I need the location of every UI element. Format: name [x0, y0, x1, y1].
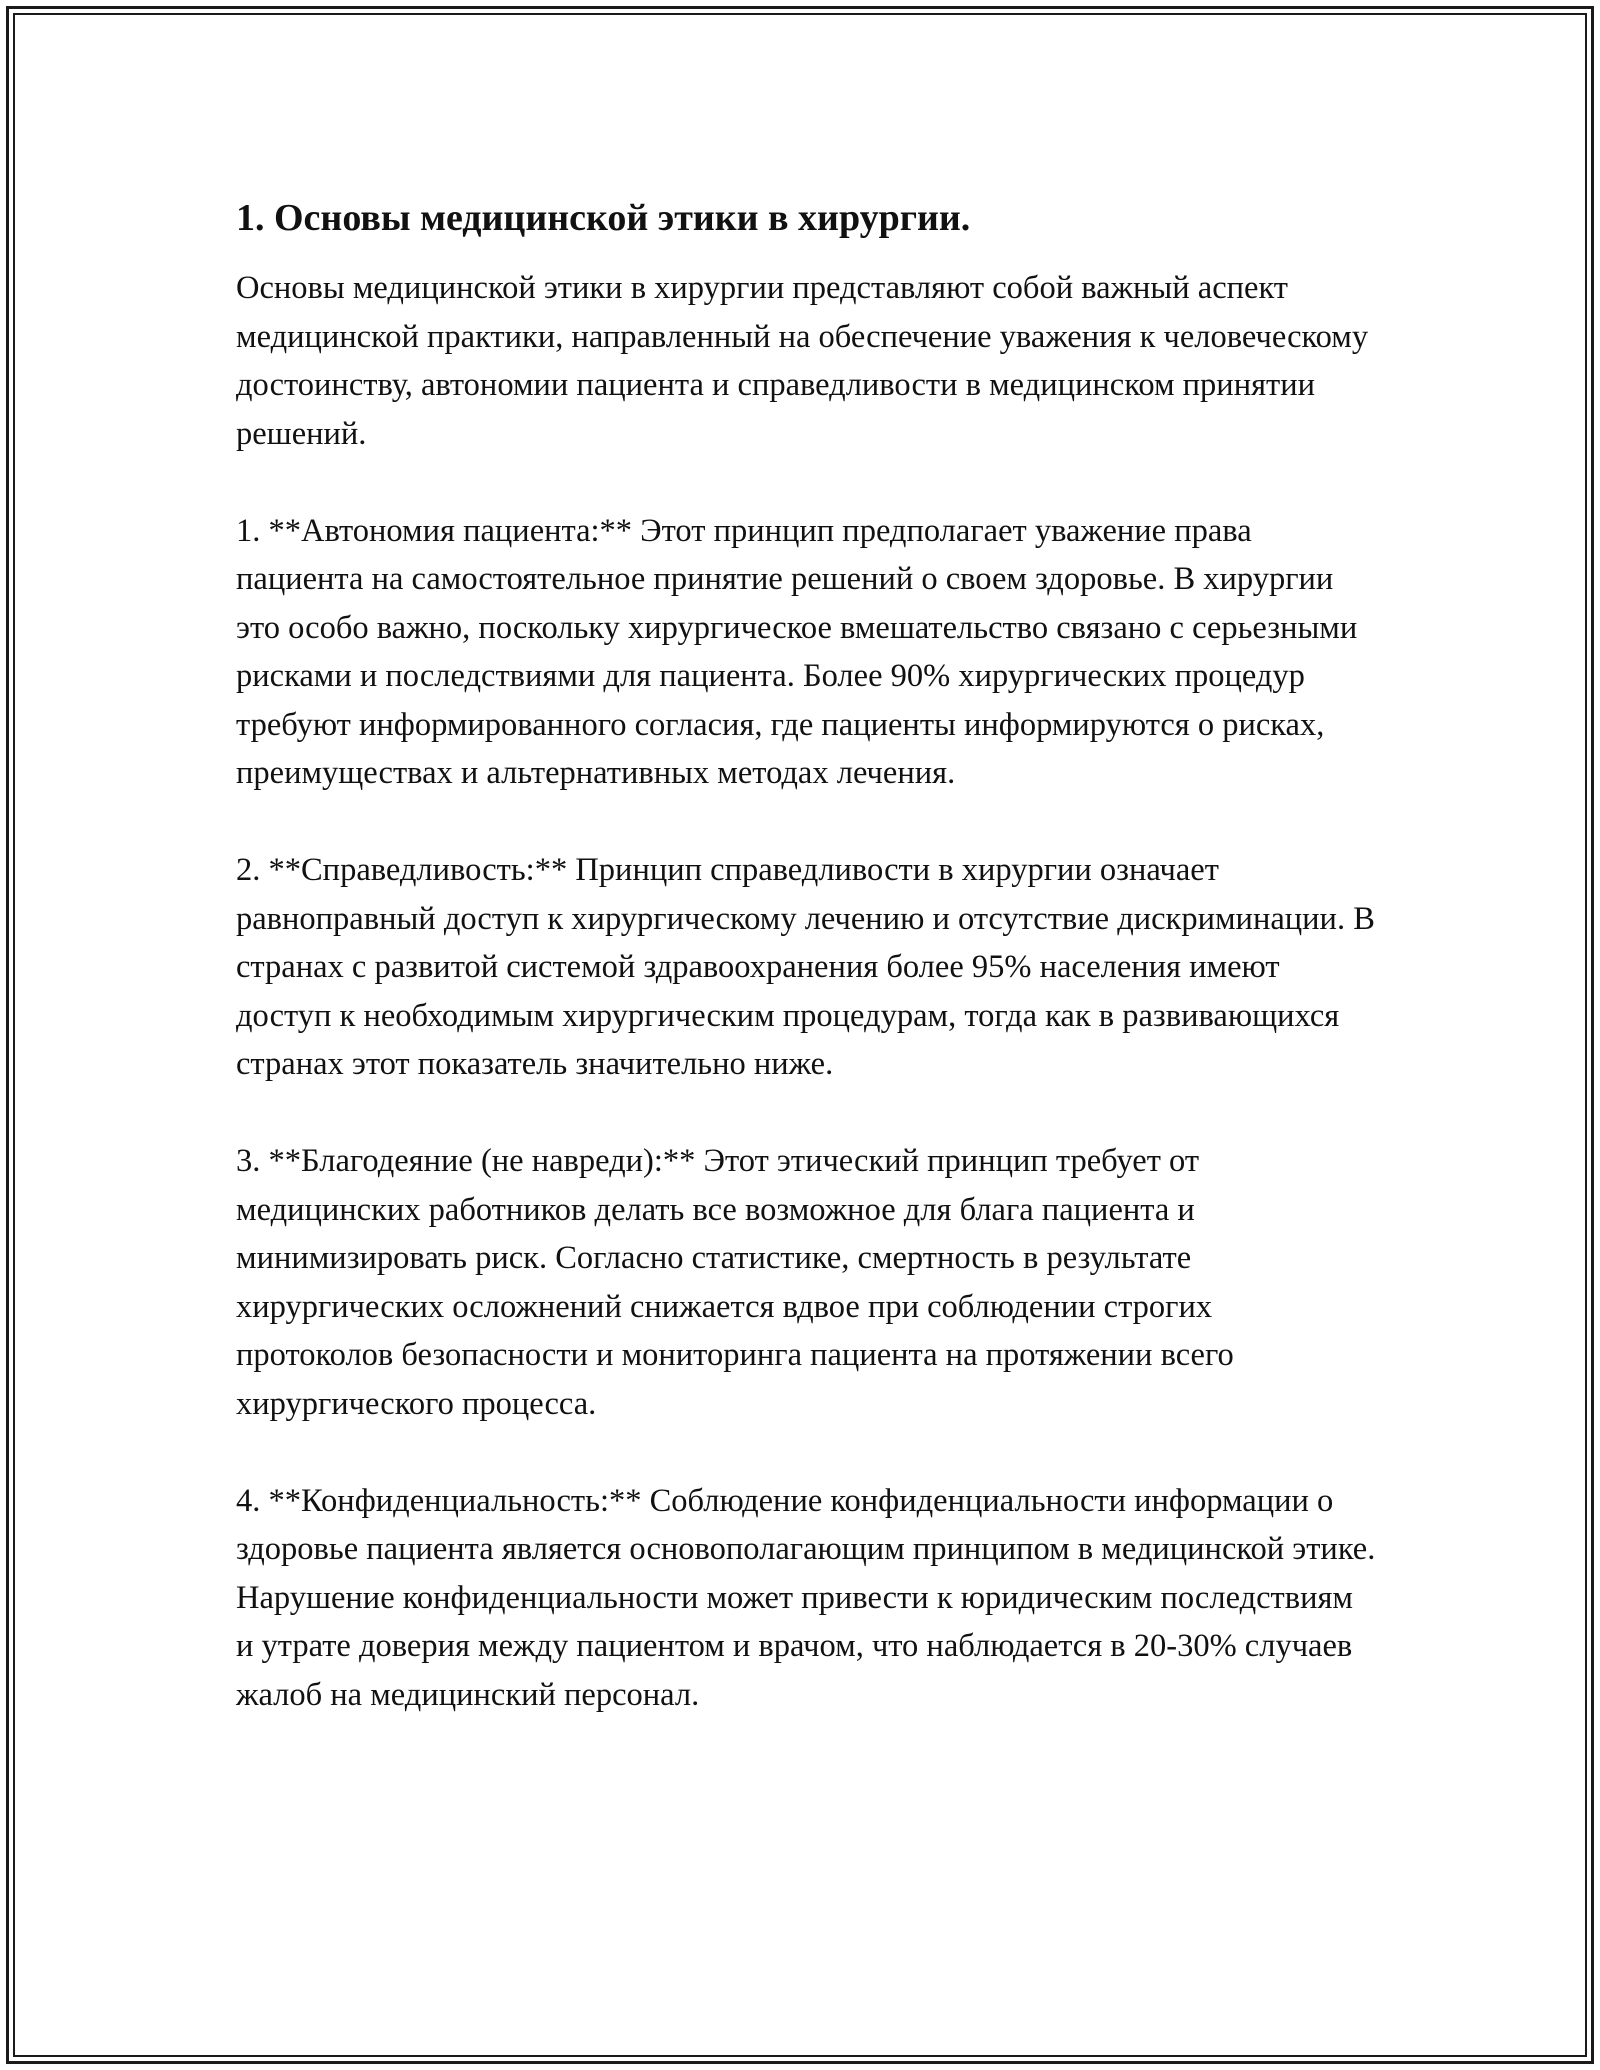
- paragraph-beneficence: 3. **Благодеяние (не навреди):** Этот этический принцип требует от медицинских работников делать все возможное для блага пациента и минимизировать риск. Согласно статистике, смертность в результате хирургических осложнений снижается вдвое при соблюдении строгих протоколов безопасности и мониторинга пациента на протяжении всего хирургического процесса.: [236, 1143, 1234, 1422]
- document-body: [236, 180, 1376, 1768]
- intro-paragraph: Основы медицинской этики в хирургии представляют собой важный аспект медицинской практики, направленный на обеспечение уважения к человеческому достоинству, автономии пациента и справедливости в медицинском принятии решений.: [236, 270, 1369, 452]
- document-title: 1. Основы медицинской этики в хирургии.: [236, 197, 971, 239]
- paragraph-confidentiality: 4. **Конфиденциальность:** Соблюдение конфиденциальности информации о здоровье пациента является основополагающим принципом в медицинской этике. Нарушение конфиденциальности может привести к юридическим последствиям и утрате доверия между пациентом и врачом, что наблюдается в 20-30% случаев жалоб на медицинский персонал.: [236, 1482, 1376, 1713]
- paragraph-justice: 2. **Справедливость:** Принцип справедливости в хирургии означает равноправный доступ к хирургическому лечению и отсутствие дискриминации. В странах с развитой системой здравоохранения более 95% населения имеют доступ к необходимым хирургическим процедурам, тогда как в развивающихся странах этот показатель значительно ниже.: [236, 852, 1375, 1082]
- paragraph-autonomy: 1. **Автономия пациента:** Этот принцип предполагает уважение права пациента на самостоятельное принятие решений о своем здоровье. В хирургии это особо важно, поскольку хирургическое вмешательство связано с серьезными рисками и последствиями для пациента. Более 90% хирургических процедур требуют информированного согласия, где пациенты информируются о рисках, преимуществах и альтернативных методах лечения.: [236, 512, 1358, 791]
